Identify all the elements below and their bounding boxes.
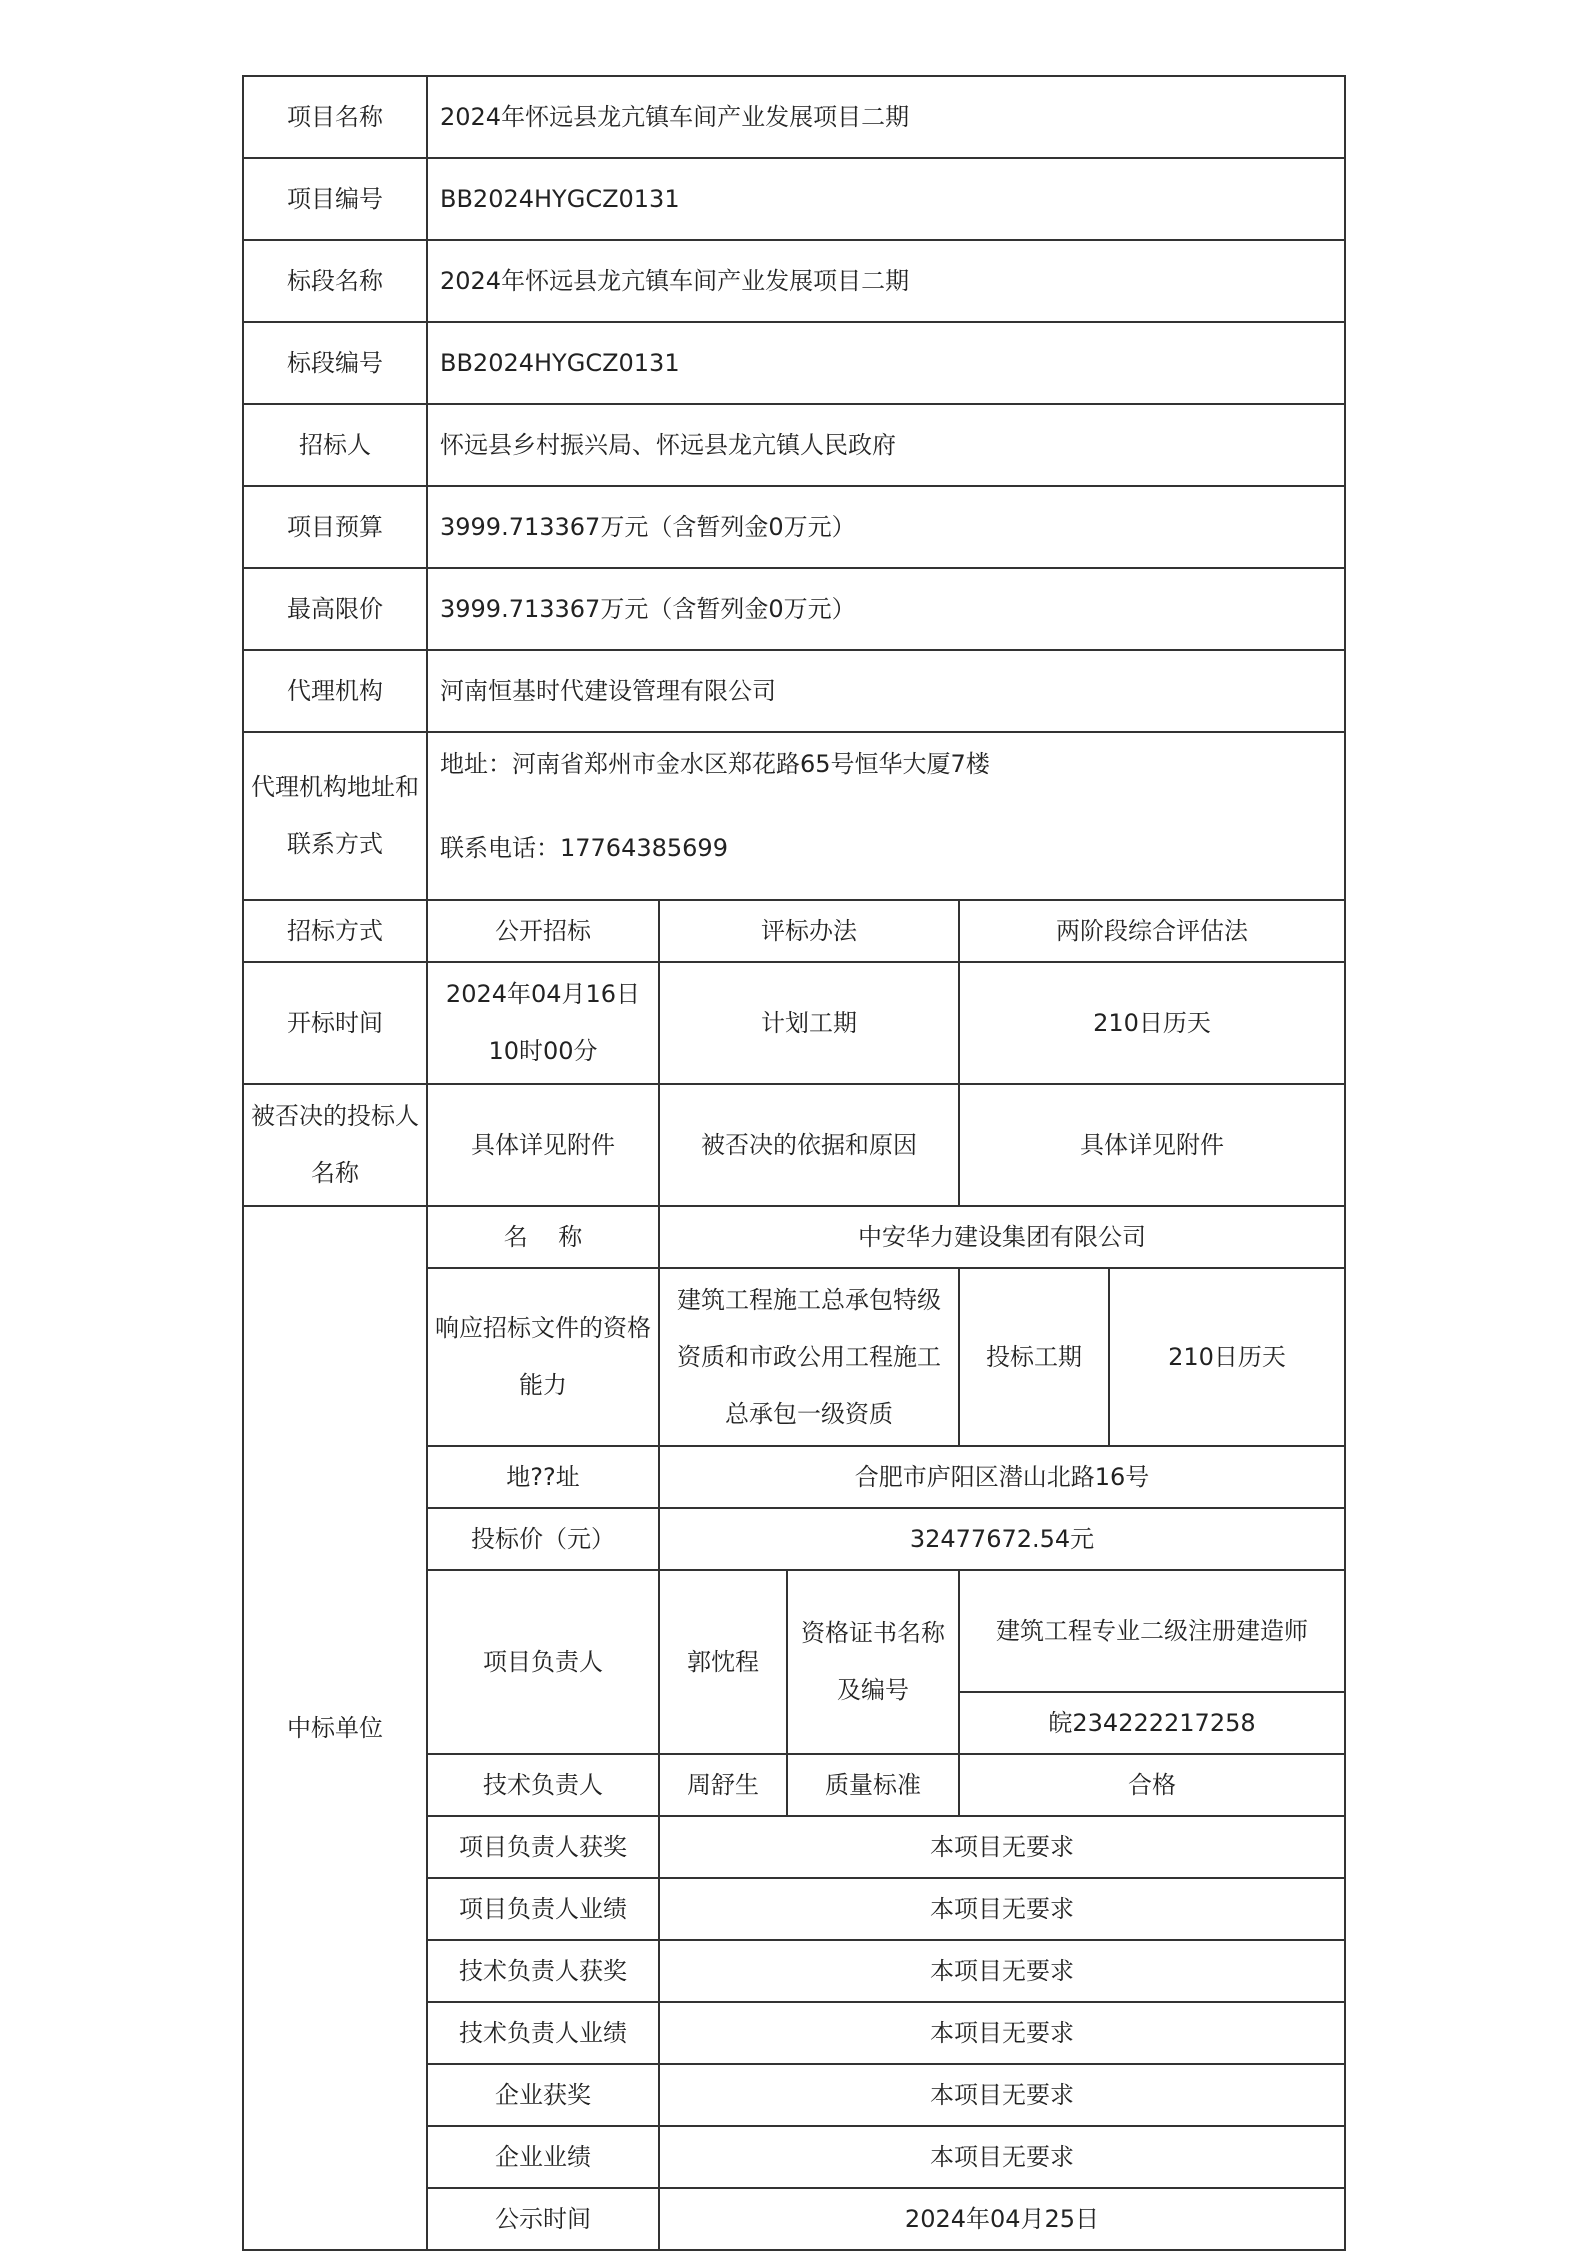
row-agency	[243, 650, 1345, 732]
label-project-manager: 项目负责人	[427, 1570, 659, 1754]
value-rejected-reason: 具体详见附件	[959, 1084, 1345, 1206]
label-bid-method: 招标方式	[243, 900, 427, 962]
label-max-price: 最高限价	[243, 568, 427, 650]
value-pm-performance: 本项目无要求	[659, 1878, 1345, 1940]
label-open-time: 开标时间	[243, 962, 427, 1084]
value-tech-manager: 周舒生	[659, 1754, 787, 1816]
value-bid-period: 210日历天	[1109, 1268, 1345, 1446]
value-company-performance: 本项目无要求	[659, 2126, 1345, 2188]
label-winner-address: 地??址	[427, 1446, 659, 1508]
row-rejected	[243, 1084, 1345, 1206]
value-publicity-time: 2024年04月25日	[659, 2188, 1345, 2250]
value-tenderer: 怀远县乡村振兴局、怀远县龙亢镇人民政府	[427, 404, 1345, 486]
label-pm-awards: 项目负责人获奖	[427, 1816, 659, 1878]
agency-address: 地址：河南省郑州市金水区郑花路65号恒华大厦7楼	[440, 750, 990, 778]
value-agency: 河南恒基时代建设管理有限公司	[427, 650, 1345, 732]
value-project-manager: 郭忱程	[659, 1570, 787, 1754]
value-max-price: 3999.713367万元（含暂列金0万元）	[427, 568, 1345, 650]
label-tech-performance: 技术负责人业绩	[427, 2002, 659, 2064]
value-section-name: 2024年怀远县龙亢镇车间产业发展项目二期	[427, 240, 1345, 322]
row-budget	[243, 486, 1345, 568]
award-notice-table	[242, 75, 1346, 2251]
value-certificate-name: 建筑工程专业二级注册建造师	[959, 1570, 1345, 1692]
label-tech-awards: 技术负责人获奖	[427, 1940, 659, 2002]
row-winner-name	[243, 1206, 1345, 1268]
value-section-number: BB2024HYGCZ0131	[427, 322, 1345, 404]
value-quality-standard: 合格	[959, 1754, 1345, 1816]
label-tenderer: 招标人	[243, 404, 427, 486]
label-publicity-time: 公示时间	[427, 2188, 659, 2250]
label-tech-manager: 技术负责人	[427, 1754, 659, 1816]
row-max-price	[243, 568, 1345, 650]
label-qualification: 响应招标文件的资格能力	[427, 1268, 659, 1446]
value-tech-performance: 本项目无要求	[659, 2002, 1345, 2064]
label-section-number: 标段编号	[243, 322, 427, 404]
row-agency-contact	[243, 732, 1345, 900]
value-agency-contact	[427, 732, 1345, 900]
value-pm-awards: 本项目无要求	[659, 1816, 1345, 1878]
label-project-name: 项目名称	[243, 76, 427, 158]
label-agency-contact: 代理机构地址和联系方式	[243, 732, 427, 900]
value-company-awards: 本项目无要求	[659, 2064, 1345, 2126]
row-project-name	[243, 76, 1345, 158]
label-project-number: 项目编号	[243, 158, 427, 240]
value-winner-name: 中安华力建设集团有限公司	[659, 1206, 1345, 1268]
label-certificate: 资格证书名称及编号	[787, 1570, 959, 1754]
label-bid-price: 投标价（元）	[427, 1508, 659, 1570]
label-winner-name: 名 称	[427, 1206, 659, 1268]
value-eval-method: 两阶段综合评估法	[959, 900, 1345, 962]
label-rejected-bidders: 被否决的投标人名称	[243, 1084, 427, 1206]
value-plan-duration: 210日历天	[959, 962, 1345, 1084]
row-section-name	[243, 240, 1345, 322]
label-rejected-reason: 被否决的依据和原因	[659, 1084, 959, 1206]
value-bid-price: 32477672.54元	[659, 1508, 1345, 1570]
label-bid-period: 投标工期	[959, 1268, 1109, 1446]
row-bid-method	[243, 900, 1345, 962]
label-agency: 代理机构	[243, 650, 427, 732]
label-winning-unit: 中标单位	[243, 1206, 427, 2250]
value-project-name: 2024年怀远县龙亢镇车间产业发展项目二期	[427, 76, 1345, 158]
value-rejected-bidders: 具体详见附件	[427, 1084, 659, 1206]
row-tenderer	[243, 404, 1345, 486]
label-eval-method: 评标办法	[659, 900, 959, 962]
value-project-number: BB2024HYGCZ0131	[427, 158, 1345, 240]
agency-phone: 联系电话：17764385699	[440, 834, 728, 862]
value-budget: 3999.713367万元（含暂列金0万元）	[427, 486, 1345, 568]
value-bid-method: 公开招标	[427, 900, 659, 962]
row-section-number	[243, 322, 1345, 404]
label-budget: 项目预算	[243, 486, 427, 568]
label-section-name: 标段名称	[243, 240, 427, 322]
value-winner-address: 合肥市庐阳区潜山北路16号	[659, 1446, 1345, 1508]
label-company-performance: 企业业绩	[427, 2126, 659, 2188]
label-pm-performance: 项目负责人业绩	[427, 1878, 659, 1940]
value-certificate-number: 皖234222217258	[959, 1692, 1345, 1754]
label-quality-standard: 质量标准	[787, 1754, 959, 1816]
label-company-awards: 企业获奖	[427, 2064, 659, 2126]
label-plan-duration: 计划工期	[659, 962, 959, 1084]
value-open-time: 2024年04月16日10时00分	[427, 962, 659, 1084]
value-qualification: 建筑工程施工总承包特级资质和市政公用工程施工总承包一级资质	[659, 1268, 959, 1446]
row-project-number	[243, 158, 1345, 240]
value-tech-awards: 本项目无要求	[659, 1940, 1345, 2002]
row-open-time	[243, 962, 1345, 1084]
